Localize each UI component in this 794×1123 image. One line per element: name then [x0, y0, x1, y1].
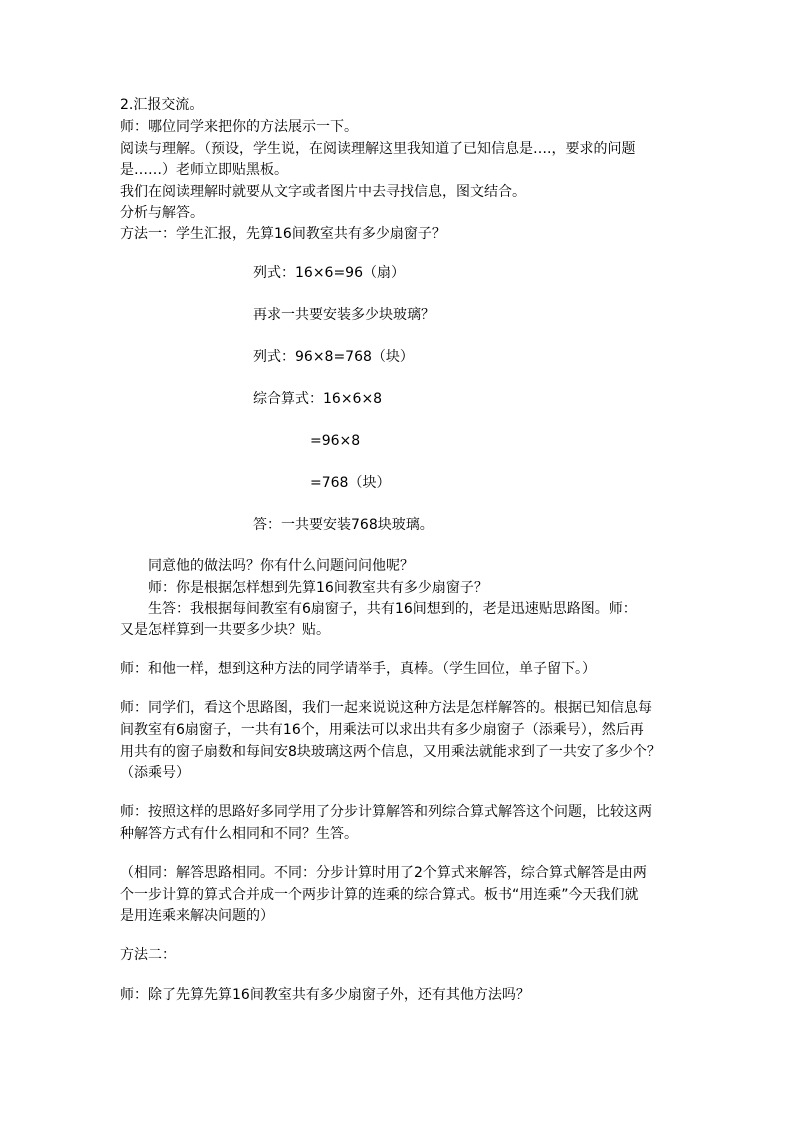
paragraph-line: 师：除了先算先算16间教室共有多少扇窗子外，还有其他方法吗？	[120, 987, 530, 1003]
paragraph-line: 师：同学们，看这个思路图，我们一起来说说这种方法是怎样解答的。根据已知信息每	[120, 700, 652, 716]
equation-line: 列式：96×8=768（块）	[253, 349, 414, 365]
paragraph-line: 是用连乘来解决问题的）	[120, 908, 274, 924]
paragraph-line: 阅读与理解。（预设，学生说，在阅读理解这里我知道了已知信息是….，要求的问题	[120, 141, 636, 157]
paragraph-line: 师：和他一样，想到这种方法的同学请举手，真棒。（学生回位，单子留下。）	[120, 661, 596, 677]
equation-step: =768（块）	[310, 475, 391, 491]
paragraph-line: 间教室有6扇窗子，一共有16个，用乘法可以求出共有多少扇窗子（添乘号），然后再	[120, 722, 644, 738]
paragraph-line: （相同：解答思路相同。不同：分步计算时用了2个算式来解答，综合算式解答是由两	[120, 865, 647, 881]
paragraph-line: 是……）老师立即贴黑板。	[120, 162, 288, 178]
paragraph-line: 种解答方式有什么相同和不同？生答。	[120, 826, 358, 842]
method-two-heading: 方法二：	[120, 947, 176, 963]
section-heading: 2.汇报交流。	[120, 97, 204, 113]
combined-equation: 综合算式：16×6×8	[253, 391, 383, 407]
paragraph-line: 师：哪位同学来把你的方法展示一下。	[120, 119, 358, 135]
paragraph-line: 个一步计算的算式合并成一个两步计算的连乘的综合算式。板书“用连乘”今天我们就	[120, 887, 639, 903]
paragraph-line: 我们在阅读理解时就要从文字或者图片中去寻找信息，图文结合。	[120, 184, 526, 200]
paragraph-line: 师：你是根据怎样想到先算16间教室共有多少扇窗子？	[148, 580, 488, 596]
paragraph-line: 师：按照这样的思路好多同学用了分步计算解答和列综合算式解答这个问题，比较这两	[120, 804, 652, 820]
paragraph-line: 再求一共要安装多少块玻璃？	[253, 307, 435, 323]
method-one-heading: 方法一：学生汇报，先算16间教室共有多少扇窗子？	[120, 226, 446, 242]
paragraph-line: 分析与解答。	[120, 205, 204, 221]
answer-line: 答：一共要安装768块玻璃。	[253, 517, 434, 533]
paragraph-line: 又是怎样算到一共要多少块？贴。	[120, 622, 330, 638]
equation-step: =96×8	[310, 433, 361, 449]
paragraph-line: 同意他的做法吗？你有什么问题问问他呢？	[148, 558, 414, 574]
paragraph-line: （添乘号）	[120, 765, 190, 781]
paragraph-line: 生答：我根据每间教室有6扇窗子，共有16间想到的，老是迅速贴思路图。师：	[148, 601, 637, 617]
paragraph-line: 用共有的窗子扇数和每间安8块玻璃这两个信息，又用乘法就能求到了一共安了多少个？	[120, 744, 661, 760]
equation-line: 列式：16×6=96（扇）	[253, 265, 405, 281]
